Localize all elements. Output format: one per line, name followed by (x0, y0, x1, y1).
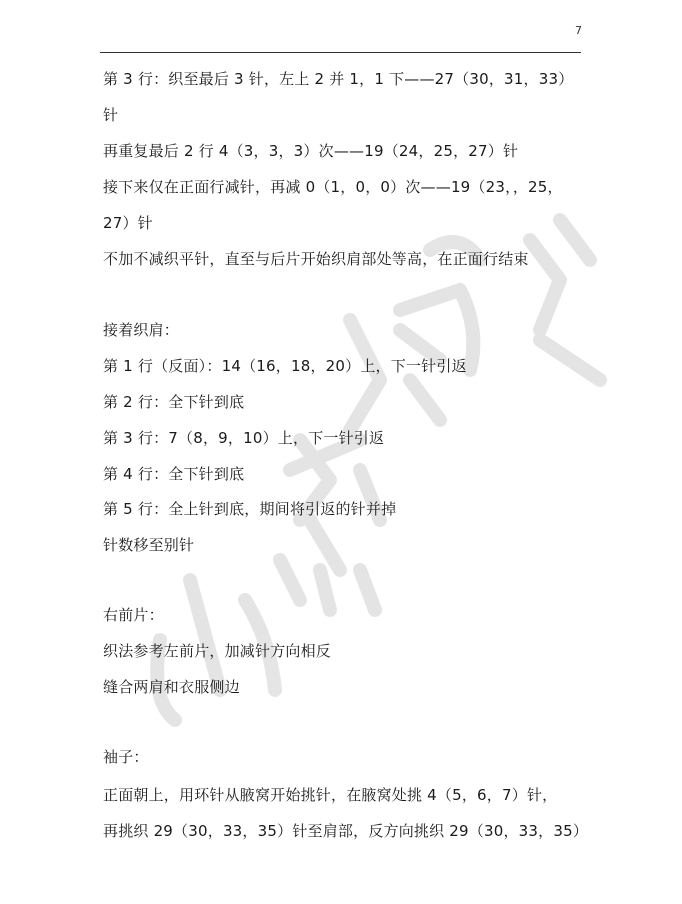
text-line: 再挑织 29（30，33，35）针至肩部，反方向挑织 29（30，33，35） (103, 822, 589, 840)
page-number: 7 (575, 24, 582, 37)
text-line: 接下来仅在正面行减针，再减 0（1，0，0）次——19（23，，25， (103, 178, 563, 196)
section-heading: 接着织肩： (103, 321, 180, 339)
text-line: 第 3 行：织至最后 3 针，左上 2 并 1，1 下——27（30，31，33） (103, 70, 574, 88)
text-line: 织法参考左前片，加减针方向相反 (103, 642, 332, 660)
section-heading: 袖子： (103, 748, 149, 766)
header-rule (100, 52, 581, 53)
text-line: 正面朝上，用环针从腋窝开始挑针，在腋窝处挑 4（5，6，7）针， (103, 786, 558, 804)
text-line: 第 4 行：全下针到底 (103, 465, 245, 483)
text-line: 27）针 (103, 214, 153, 232)
text-line: 再重复最后 2 行 4（3，3，3）次——19（24，25，27）针 (103, 142, 519, 160)
text-line: 缝合两肩和衣服侧边 (103, 678, 240, 696)
text-line: 第 5 行：全上针到底，期间将引返的针并掉 (103, 500, 397, 518)
text-line: 针 (103, 106, 119, 124)
text-line: 第 1 行（反面）：14（16，18，20）上，下一针引返 (103, 357, 467, 375)
text-line: 第 3 行：7（8，9，10）上，下一针引返 (103, 429, 385, 447)
text-line: 不加不减织平针，直至与后片开始织肩部处等高，在正面行结束 (103, 250, 529, 268)
section-heading: 右前片： (103, 606, 164, 624)
text-line: 针数移至别针 (103, 536, 195, 554)
text-line: 第 2 行：全下针到底 (103, 393, 245, 411)
